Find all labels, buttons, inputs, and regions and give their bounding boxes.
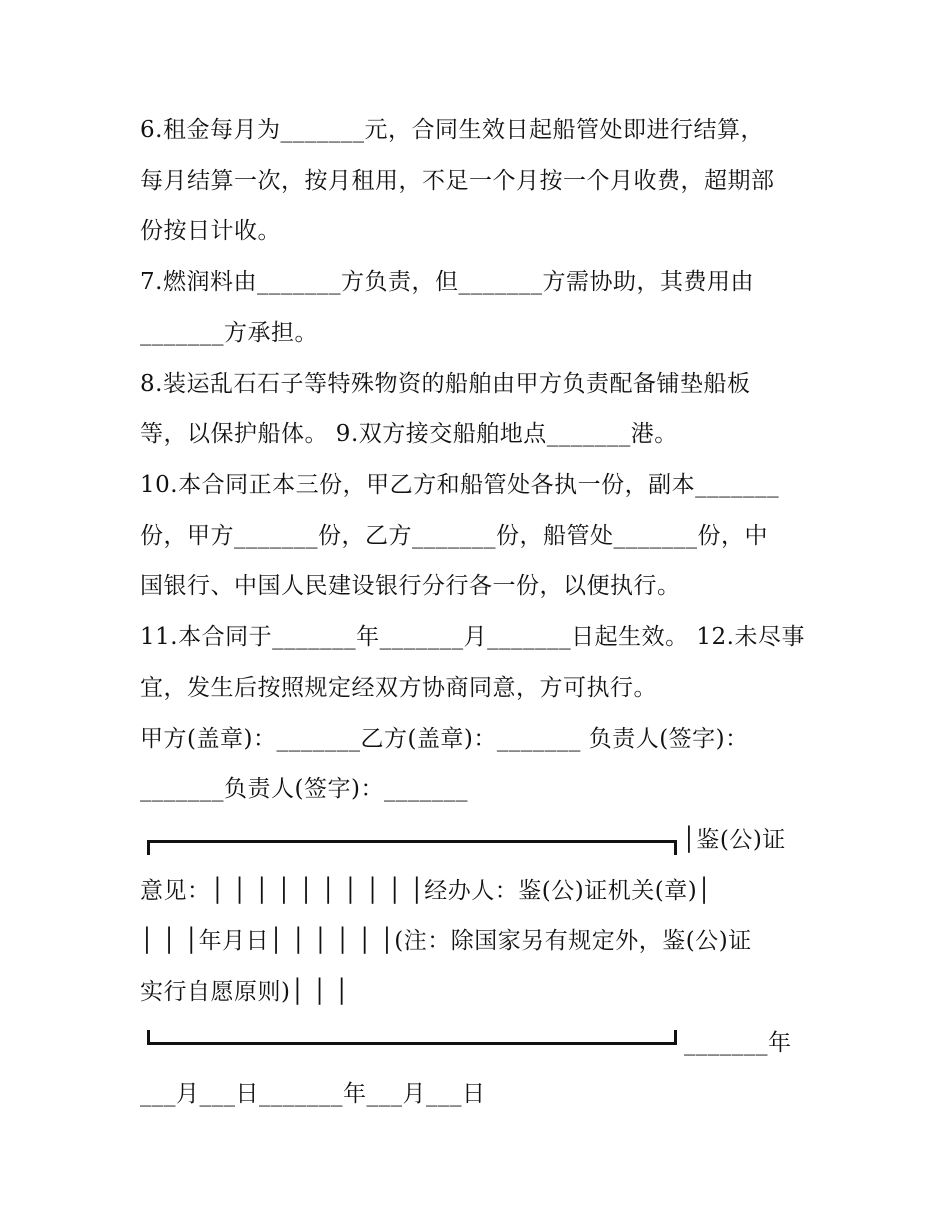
date-year-blank: _______年: [684, 1030, 792, 1056]
clause-7-line-1: 7.燃润料由_______方负责，但_______方需协助，其费用由: [140, 269, 754, 295]
clause-6-line-3: 份按日计收。: [140, 218, 281, 244]
appraisal-line-1: 意见：│ │ │ │ │ │ │ │ │ │经办人：鉴(公)证机关(章)│: [140, 878, 712, 904]
signature-line-1: 甲方(盖章)：_______乙方(盖章)：_______ 负责人(签字)：: [140, 726, 749, 752]
clause-10-line-3: 国银行、中国人民建设银行分行各一份，以便执行。: [140, 573, 681, 599]
date-line: ___月___日_______年___月___日: [140, 1081, 486, 1107]
appraisal-box-bottom-border: [147, 1030, 677, 1045]
appraisal-line-3: 实行自愿原则)│ │ │: [140, 979, 350, 1005]
clause-6-line-1: 6.租金每月为_______元，合同生效日起船管处即进行结算，: [140, 117, 764, 143]
appraisal-box-top-border: [147, 840, 677, 855]
clause-8-9-line: 等，以保护船体。 9.双方接交船舶地点_______港。: [140, 421, 678, 447]
signature-line-2: _______负责人(签字)：_______: [140, 776, 468, 802]
clause-10-line-2: 份，甲方_______份，乙方_______份，船管处_______份，中: [140, 523, 768, 549]
clause-8-line-1: 8.装运乱石石子等特殊物资的船舶由甲方负责配备铺垫船板: [140, 371, 751, 397]
clause-7-line-2: _______方承担。: [140, 320, 318, 346]
clause-12-line-2: 宜，发生后按照规定经双方协商同意，方可执行。: [140, 675, 657, 701]
clause-6-line-2: 每月结算一次，按月租用，不足一个月按一个月收费，超期部: [140, 168, 775, 194]
clause-10-line-1: 10.本合同正本三份，甲乙方和船管处各执一份，副本_______: [140, 472, 780, 498]
appraisal-header: │鉴(公)证: [682, 827, 786, 853]
appraisal-line-2: │ │ │年月日│ │ │ │ │ │(注：除国家另有规定外，鉴(公)证: [140, 928, 752, 954]
clause-11-12-line: 11.本合同于_______年_______月_______日起生效。 12.未尽事: [140, 624, 805, 650]
